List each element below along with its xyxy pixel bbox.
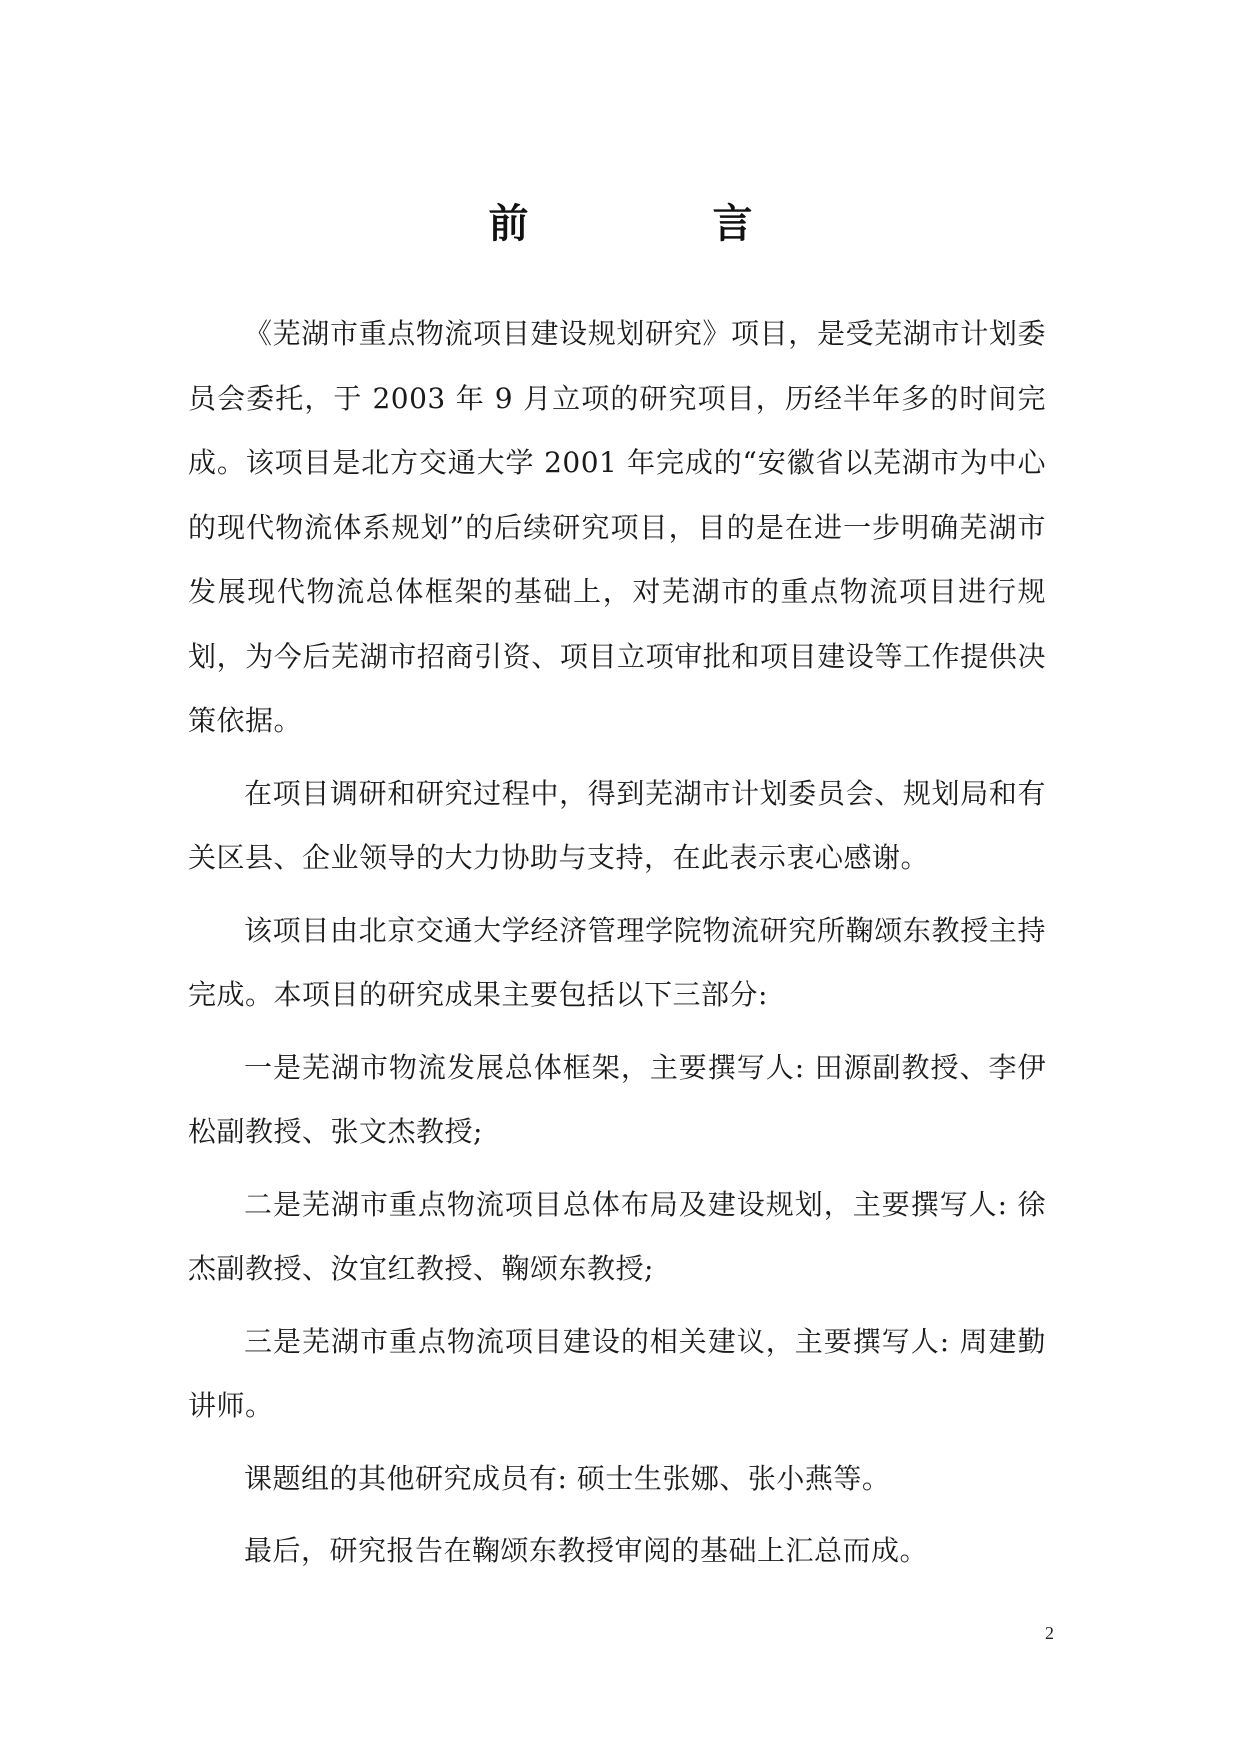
page-title: 前 言	[488, 201, 825, 247]
paragraph-intro: 《芜湖市重点物流项目建设规划研究》项目，是受芜湖市计划委员会委托，于 2003 年 9 月立项的研究项目，历经半年多的时间完成。该项目是北方交通大学 2001 年完成的“安徽省以芜湖市为中心的现代物流体系规划”的后续研究项目，目的是在进一步明确芜湖市发展现代物流总体框架的基础上，对芜湖市的重点物流项目进行规划，为今后芜湖市招商引资、项目立项审批和项目建设等工作提供决策依据。	[188, 317, 1046, 737]
page-number: 2	[1045, 1623, 1054, 1643]
paragraph-project-lead: 该项目由北京交通大学经济管理学院物流研究所鞠颂东教授主持完成。本项目的研究成果主要包括以下三部分:	[188, 913, 1046, 1011]
preface-body	[188, 302, 1046, 1584]
paragraph-other-members: 课题组的其他研究成员有: 硕士生张娜、张小燕等。	[244, 1461, 891, 1495]
paragraph-part-one: 一是芜湖市物流发展总体框架，主要撰写人: 田源副教授、李伊松副教授、张文杰教授;	[188, 1050, 1046, 1148]
paragraph-acknowledgement: 在项目调研和研究过程中，得到芜湖市计划委员会、规划局和有关区县、企业领导的大力协助与支持，在此表示衷心感谢。	[188, 776, 1046, 874]
paragraph-part-three: 三是芜湖市重点物流项目建设的相关建议，主要撰写人: 周建勤讲师。	[188, 1324, 1046, 1422]
paragraph-part-two: 二是芜湖市重点物流项目总体布局及建设规划，主要撰写人: 徐杰副教授、汝宜红教授、鞠颂东教授;	[188, 1187, 1046, 1285]
paragraph-closing: 最后，研究报告在鞠颂东教授审阅的基础上汇总而成。	[244, 1534, 929, 1567]
